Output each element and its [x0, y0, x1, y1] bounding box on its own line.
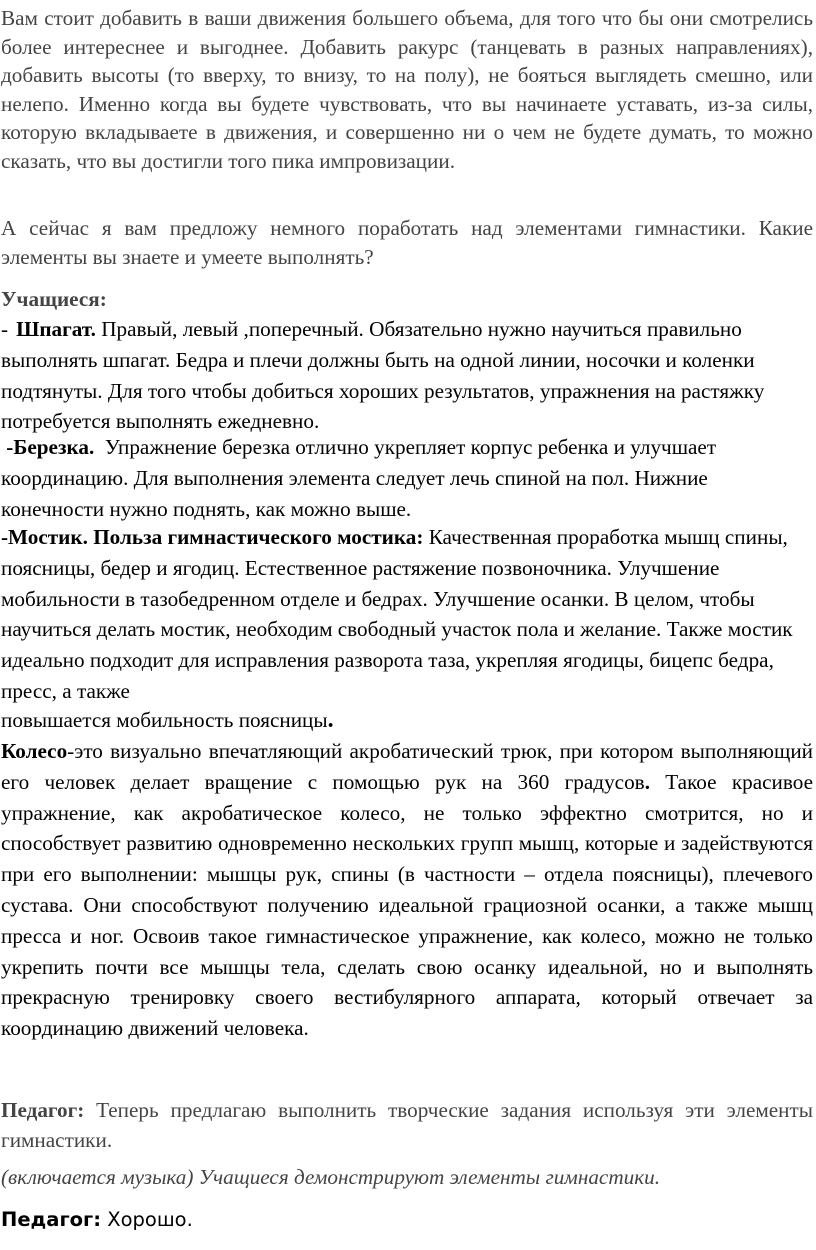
teacher-paragraph-2	[1, 1206, 813, 1234]
birch-title: -Березка.	[6, 435, 95, 459]
bridge-last-text: повышается мобильность поясницы	[1, 708, 328, 732]
bridge-last-dot: .	[327, 707, 334, 733]
wheel-paragraph	[1, 736, 813, 1044]
bridge-last-line	[1, 706, 813, 734]
question-paragraph: А сейчас я вам предложу немного поработать над элементами гимнастики. Какие элементы вы знаете и умеете выполнять?	[1, 216, 813, 269]
music-stage-direction: (включается музыка) Учащиеся демонстрируют элементы гимнастики.	[1, 1165, 661, 1189]
wheel-text: -это визуально впечатляющий акробатический трюк, при котором выполняющий его человек делает вращение с помощью рук на 360 градусов	[1, 739, 813, 794]
wheel-dot: .	[644, 769, 650, 794]
intro-paragraph: Вам стоит добавить в ваши движения большего объема, для того что бы они смотрелись более интереснее и выгоднее. Добавить ракурс (танцевать в разных направлениях), добавить высоты (то вверху, то внизу, то на полу), не бояться выглядеть смешно, или нелепо. Именно когда вы будете чувствовать, что вы начинаете уставать, из-за силы, которую вкладываете в движения, и совершенно ни о чем не будете думать, то можно сказать, что вы достигли того пика импровизации.	[1, 6, 813, 173]
students-heading: Учащиеся:	[1, 287, 107, 311]
teacher-text-2: Хорошо.	[107, 1208, 193, 1231]
bridge-paragraph	[1, 522, 813, 707]
splits-dash: -	[1, 317, 9, 341]
wheel-title: Колесо	[1, 739, 68, 763]
teacher-paragraph-1	[1, 1095, 813, 1155]
teacher-text-1: Теперь предлагаю выполнить творческие задания используя эти элементы гимнастики.	[1, 1098, 814, 1152]
splits-text: Правый, левый ,поперечный. Обязательно нужно научиться правильно выполнять шпагат. Бедра и плечи должны быть на одной линии, носочки и коленки подтянуты. Для того чтобы добиться хороших результатов, упражнения на растяжку потребуется выполнять ежедневно.	[1, 317, 765, 434]
wheel-text-2: Такое красивое упражнение, как акробатическое колесо, не только эффектно смотрится, но и способствует развитию одновременно нескольких групп мышц, которые и задействуются при его выполнении: мышцы рук, спины (в частности – отдела поясницы), плечевого сустава. Они способствуют получению идеальной грациозной осанки, а также мышц пресса и ног. Освоив такое гимнастическое упражнение, как колесо, можно не только укрепить почти все мышцы тела, сделать свою осанку идеальной, но и выполнять прекрасную тренировку своего вестибулярного аппарата, который отвечает за координацию движений человека.	[1, 769, 813, 1041]
bridge-text: Качественная проработка мышц спины, поясницы, бедер и ягодиц. Естественное растяжение позвоночника. Улучшение мобильности в тазобедренном отделе и бедрах. Улучшение осанки. В целом, чтобы научиться делать мостик, необходим свободный участок пола и желание. Также мостик идеально подходит для исправления разворота таза, укрепляя ягодицы, бицепс бедра, пресс, а также	[1, 525, 793, 703]
teacher-label-2: Педагог:	[1, 1208, 102, 1231]
birch-paragraph	[1, 432, 813, 524]
splits-paragraph	[1, 314, 813, 437]
splits-title: Шпагат.	[16, 317, 96, 341]
birch-text: Упражнение березка отлично укрепляет корпус ребенка и улучшает координацию. Для выполнения элемента следует лечь спиной на пол. Нижние конечности нужно поднять, как можно выше.	[1, 435, 717, 521]
teacher-label-1: Педагог:	[1, 1098, 85, 1122]
bridge-title: -Мостик. Польза гимнастического мостика:	[1, 525, 424, 549]
